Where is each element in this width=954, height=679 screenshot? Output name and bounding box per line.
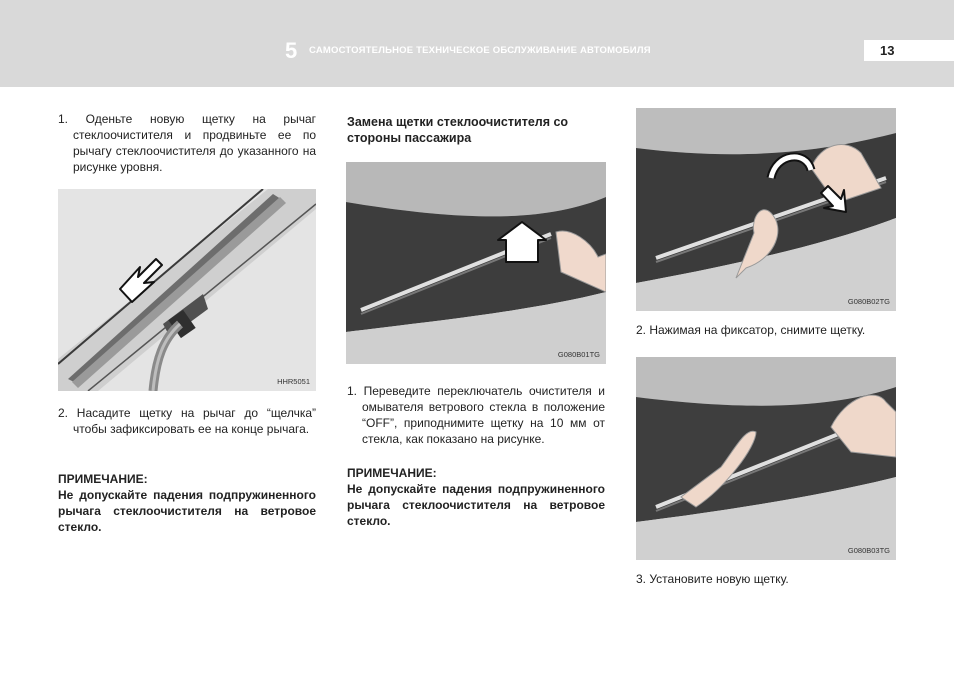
page-number: 13 bbox=[864, 40, 954, 61]
photo-remove-blade-illustration bbox=[636, 108, 896, 311]
photo-install-blade bbox=[636, 357, 896, 560]
photo-raise-wiper bbox=[346, 162, 606, 364]
col2-note-title: ПРИМЕЧАНИЕ: bbox=[347, 466, 437, 480]
figure-code: G080B02TG bbox=[847, 297, 890, 306]
figure-code: G080B01TG bbox=[557, 350, 600, 359]
figure-code: G080B03TG bbox=[847, 546, 890, 555]
photo-raise-wiper-illustration bbox=[346, 162, 606, 364]
col1-step2: 2. Насадите щетку на рычаг до “щелчка” чтобы зафиксировать ее на конце рычага. bbox=[58, 406, 316, 436]
col1-note-text: Не допускайте падения подпружиненного рычага стеклоочистителя на ветровое стекло. bbox=[58, 488, 316, 534]
photo-remove-blade bbox=[636, 108, 896, 311]
col2-note-text: Не допускайте падения подпружиненного рычага стеклоочистителя на ветровое стекло. bbox=[347, 482, 605, 528]
photo-wiper-arm-illustration bbox=[58, 189, 316, 391]
col1-step1: 1. Оденьте новую щетку на рычаг стеклоочистителя и продвиньте ее по рычагу стеклоочистителя до указанного на рисунке уровня. bbox=[58, 112, 316, 174]
page-header bbox=[0, 0, 954, 87]
photo-wiper-arm-closeup bbox=[58, 189, 316, 391]
col3-step3: 3. Установите новую щетку. bbox=[636, 572, 789, 586]
chapter-title: САМОСТОЯТЕЛЬНОЕ ТЕХНИЧЕСКОЕ ОБСЛУЖИВАНИЕ АВТОМОБИЛЯ bbox=[309, 45, 651, 56]
col3-step2: 2. Нажимая на фиксатор, снимите щетку. bbox=[636, 323, 866, 337]
section-heading: Замена щетки стеклоочистителя со стороны пассажира bbox=[347, 115, 569, 145]
chapter-number: 5 bbox=[285, 38, 298, 63]
col1-note-title: ПРИМЕЧАНИЕ: bbox=[58, 472, 148, 486]
figure-code: HHR5051 bbox=[277, 377, 310, 386]
col2-step1: 1. Переведите переключатель очистителя и омывателя ветрового стекла в положение “OFF”, приподнимите щетку на 10 мм от стекла, как показано на рисунке. bbox=[347, 384, 605, 446]
photo-install-blade-illustration bbox=[636, 357, 896, 560]
